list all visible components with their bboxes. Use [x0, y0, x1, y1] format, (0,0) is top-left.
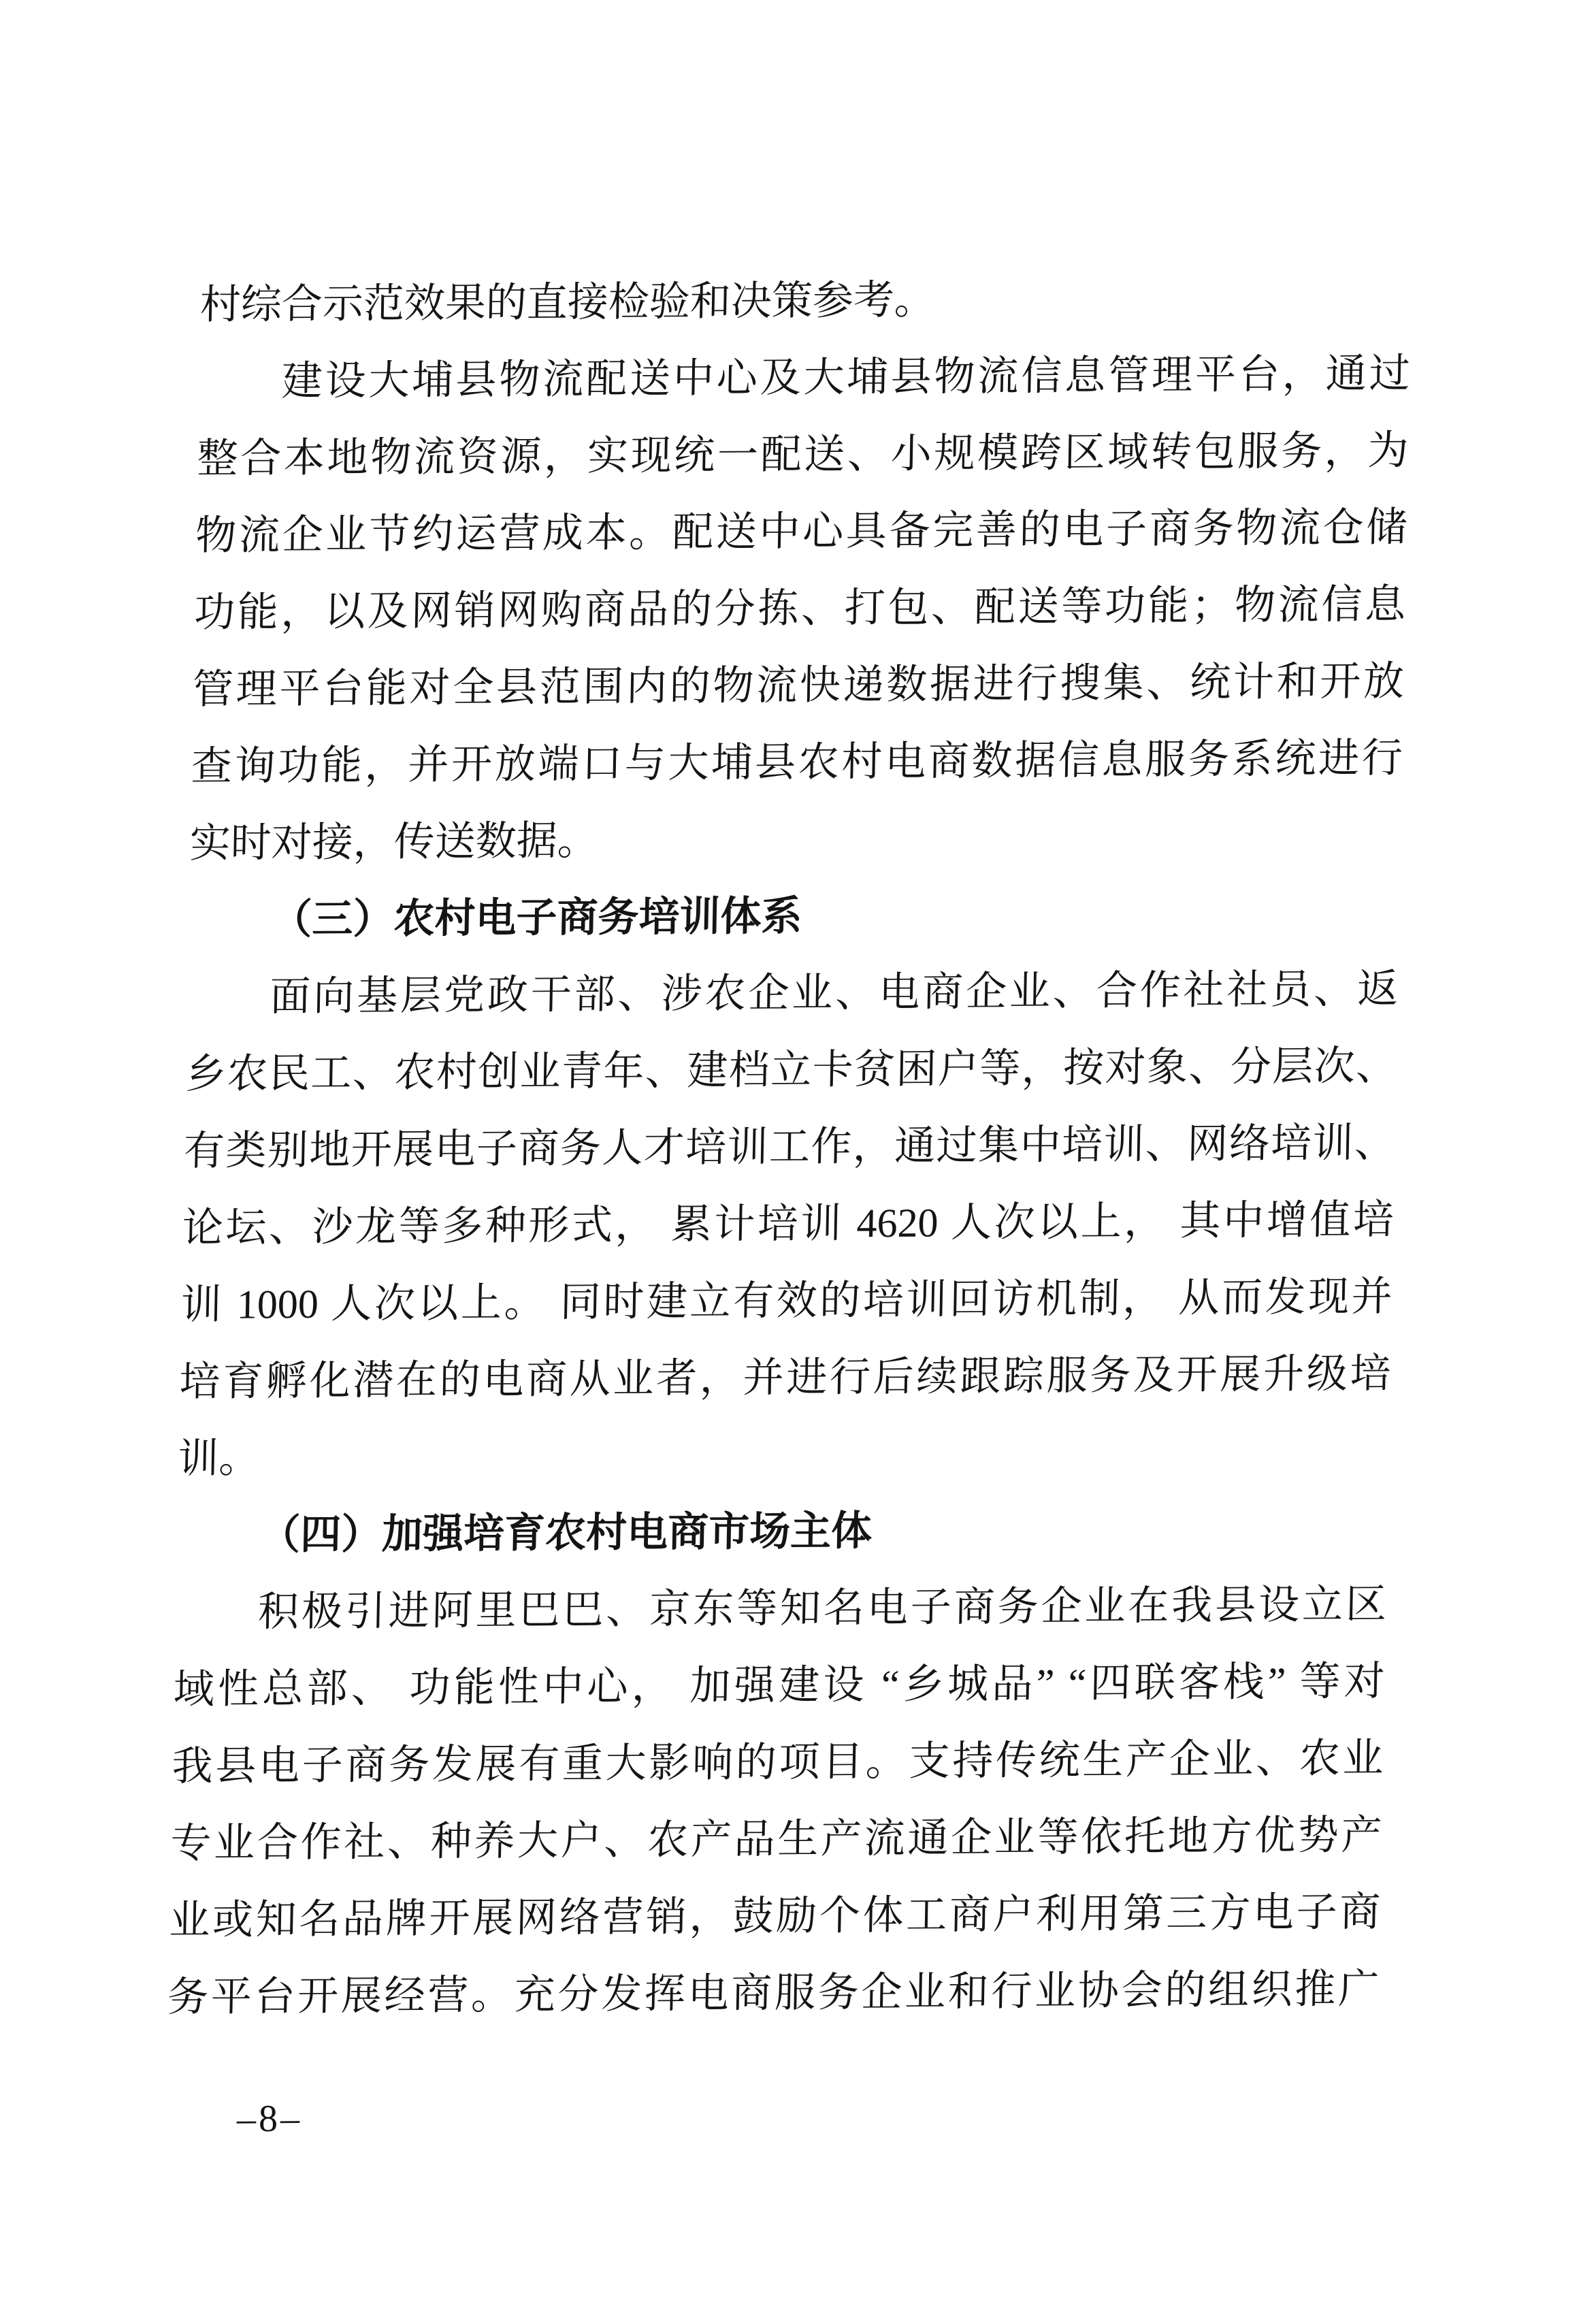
text-line: 训 1000 人次以上。 同时建立有效的培训回访机制， 从而发现并 — [180, 1273, 1393, 1328]
text-line: 功能，以及网销网购商品的分拣、打包、配送等功能；物流信息 — [193, 581, 1406, 636]
text-line: 务平台开展经营。充分发挥电商服务企业和行业协会的组织推广 — [167, 1966, 1380, 2020]
text-line: 村综合示范效果的直接检验和决策参考。 — [199, 277, 936, 328]
text-column — [167, 259, 1412, 2036]
section-heading: （三）农村电子商务培训体系 — [270, 893, 803, 943]
text-line: 面向基层党政干部、涉农企业、电商企业、合作社社员、返 — [269, 966, 1399, 1020]
text-line: 我县电子商务发展有重大影响的项目。支持传统生产企业、农业 — [172, 1735, 1384, 1789]
text-line: 乡农民工、农村创业青年、建档立卡贫困户等，按对象、分层次、 — [184, 1043, 1397, 1097]
text-line: 实时对接，传送数据。 — [189, 817, 599, 866]
text-line: 积极引进阿里巴巴、京东等知名电子商务企业在我县设立区 — [257, 1581, 1387, 1635]
text-line: 物流企业节约运营成本。配送中心具备完善的电子商务物流仓储 — [195, 504, 1408, 559]
text-line: 建设大埔县物流配送中心及大埔县物流信息管理平台，通过 — [281, 351, 1411, 404]
text-line: 专业合作社、种养大户、农产品生产流通企业等依托地方优势产 — [169, 1812, 1383, 1866]
text-line: 有类别地开展电子商务人才培训工作，通过集中培训、网络培训、 — [183, 1120, 1396, 1174]
text-line: 论坛、沙龙等多种形式， 累计培训 4620 人次以上， 其中增值培 — [182, 1197, 1395, 1251]
text-line: 培育孵化潜在的电商从业者，并进行后续跟踪服务及开展升级培 — [178, 1350, 1392, 1405]
text-line: 整合本地物流资源，实现统一配送、小规模跨区域转包服务，为 — [196, 427, 1410, 482]
text-line: 训。 — [177, 1435, 261, 1482]
text-line: 查询功能，并开放端口与大埔县农村电商数据信息服务系统进行 — [191, 735, 1403, 790]
page-number: –8– — [236, 2097, 303, 2141]
section-heading: （四）加强培育农村电商市场主体 — [259, 1508, 873, 1558]
text-line: 域性总部、 功能性中心， 加强建设 “乡城品” “四联客栈” 等对 — [173, 1658, 1386, 1712]
text-line: 业或知名品牌开展网络营销，鼓励个体工商户利用第三方电子商 — [168, 1889, 1381, 1943]
text-line: 管理平台能对全县范围内的物流快递数据进行搜集、统计和开放 — [192, 658, 1405, 713]
